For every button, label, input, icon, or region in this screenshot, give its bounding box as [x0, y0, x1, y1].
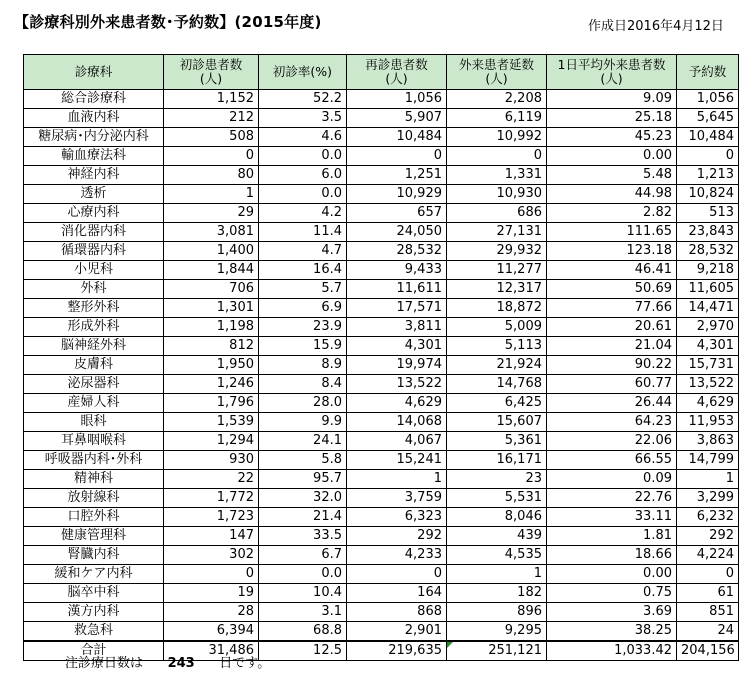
cell-revisit: 14,068	[347, 413, 447, 432]
cell-total-visits: 14,768	[447, 375, 547, 394]
table-row	[24, 527, 739, 546]
header-total	[447, 55, 547, 90]
cell-first-visit: 1	[164, 185, 259, 204]
cell-daily-avg: 20.61	[547, 318, 677, 337]
cell-daily-avg: 0.75	[547, 584, 677, 603]
cell-dept: 糖尿病･内分泌内科	[24, 128, 164, 147]
table-row	[24, 565, 739, 584]
cell-reserve: 5,645	[677, 109, 739, 128]
cell-reserve: 4,301	[677, 337, 739, 356]
table-row	[24, 185, 739, 204]
cell-revisit: 4,301	[347, 337, 447, 356]
cell-revisit: 164	[347, 584, 447, 603]
cell-first-rate: 0.0	[259, 147, 347, 166]
table-row	[24, 166, 739, 185]
cell-total-visits: 4,535	[447, 546, 547, 565]
cell-dept: 外科	[24, 280, 164, 299]
cell-total-visits: 23	[447, 470, 547, 489]
cell-first-rate: 4.6	[259, 128, 347, 147]
cell-first-visit: 1,950	[164, 356, 259, 375]
cell-first-visit: 1,796	[164, 394, 259, 413]
cell-dept: 脳卒中科	[24, 584, 164, 603]
footnote-suffix: 日です。	[219, 656, 271, 671]
cell-reserve: 0	[677, 147, 739, 166]
table-row	[24, 508, 739, 527]
cell-revisit: 4,629	[347, 394, 447, 413]
cell-first-rate: 6.7	[259, 546, 347, 565]
cell-reserve: 292	[677, 527, 739, 546]
cell-revisit: 4,233	[347, 546, 447, 565]
cell-total-visits: 0	[447, 147, 547, 166]
cell-revisit: 9,433	[347, 261, 447, 280]
cell-first-rate: 32.0	[259, 489, 347, 508]
cell-reserve: 851	[677, 603, 739, 622]
cell-reserve: 2,970	[677, 318, 739, 337]
report-title: 【診療科別外来患者数･予約数】(2015年度)	[14, 13, 322, 31]
cell-total-visits: 1,331	[447, 166, 547, 185]
cell-revisit: 15,241	[347, 451, 447, 470]
cell-total-visits: 6,425	[447, 394, 547, 413]
cell-revisit: 1	[347, 470, 447, 489]
cell-revisit: 13,522	[347, 375, 447, 394]
table-row	[24, 356, 739, 375]
cell-first-rate: 52.2	[259, 90, 347, 109]
cell-dept: 呼吸器内科･外科	[24, 451, 164, 470]
table-row	[24, 622, 739, 642]
cell-dept: 脳神経外科	[24, 337, 164, 356]
cell-revisit: 0	[347, 565, 447, 584]
total-revisit: 219,635	[347, 641, 447, 661]
cell-first-visit: 0	[164, 147, 259, 166]
cell-reserve: 11,953	[677, 413, 739, 432]
cell-daily-avg: 38.25	[547, 622, 677, 642]
cell-revisit: 292	[347, 527, 447, 546]
cell-first-visit: 28	[164, 603, 259, 622]
cell-total-visits: 12,317	[447, 280, 547, 299]
cell-daily-avg: 1.81	[547, 527, 677, 546]
cell-first-visit: 1,723	[164, 508, 259, 527]
cell-revisit: 11,611	[347, 280, 447, 299]
cell-revisit: 868	[347, 603, 447, 622]
cell-first-visit: 22	[164, 470, 259, 489]
total-daily: 1,033.42	[547, 641, 677, 661]
table-row	[24, 584, 739, 603]
header-dept: 診療科	[24, 55, 164, 90]
cell-revisit: 1,056	[347, 90, 447, 109]
cell-first-rate: 8.9	[259, 356, 347, 375]
cell-daily-avg: 5.48	[547, 166, 677, 185]
cell-daily-avg: 0.09	[547, 470, 677, 489]
cell-total-visits: 6,119	[447, 109, 547, 128]
cell-total-visits: 182	[447, 584, 547, 603]
cell-daily-avg: 77.66	[547, 299, 677, 318]
cell-reserve: 15,731	[677, 356, 739, 375]
cell-revisit: 3,811	[347, 318, 447, 337]
cell-first-visit: 1,152	[164, 90, 259, 109]
cell-first-visit: 29	[164, 204, 259, 223]
cell-first-rate: 28.0	[259, 394, 347, 413]
cell-reserve: 513	[677, 204, 739, 223]
cell-first-rate: 5.8	[259, 451, 347, 470]
cell-first-visit: 812	[164, 337, 259, 356]
cell-total-visits: 439	[447, 527, 547, 546]
cell-reserve: 4,224	[677, 546, 739, 565]
cell-total-visits: 11,277	[447, 261, 547, 280]
cell-daily-avg: 90.22	[547, 356, 677, 375]
cell-first-visit: 1,294	[164, 432, 259, 451]
footnote	[65, 652, 270, 671]
cell-first-rate: 0.0	[259, 185, 347, 204]
cell-daily-avg: 50.69	[547, 280, 677, 299]
cell-reserve: 24	[677, 622, 739, 642]
cell-daily-avg: 0.00	[547, 565, 677, 584]
cell-first-visit: 1,400	[164, 242, 259, 261]
cell-first-visit: 212	[164, 109, 259, 128]
table-row	[24, 223, 739, 242]
table-row	[24, 147, 739, 166]
table-row	[24, 413, 739, 432]
cell-first-rate: 16.4	[259, 261, 347, 280]
cell-first-rate: 6.9	[259, 299, 347, 318]
cell-revisit: 10,929	[347, 185, 447, 204]
cell-first-rate: 15.9	[259, 337, 347, 356]
cell-total-visits: 5,113	[447, 337, 547, 356]
cell-daily-avg: 9.09	[547, 90, 677, 109]
table-row	[24, 603, 739, 622]
cell-total-visits: 5,009	[447, 318, 547, 337]
cell-total-visits: 9,295	[447, 622, 547, 642]
cell-first-rate: 3.1	[259, 603, 347, 622]
cell-revisit: 4,067	[347, 432, 447, 451]
cell-daily-avg: 66.55	[547, 451, 677, 470]
cell-dept: 整形外科	[24, 299, 164, 318]
table-row	[24, 242, 739, 261]
cell-reserve: 1	[677, 470, 739, 489]
cell-revisit: 10,484	[347, 128, 447, 147]
header-first-rate: 初診率(%)	[259, 55, 347, 90]
cell-first-visit: 3,081	[164, 223, 259, 242]
cell-first-visit: 1,301	[164, 299, 259, 318]
cell-first-visit: 1,539	[164, 413, 259, 432]
cell-revisit: 28,532	[347, 242, 447, 261]
header-revisit-unit: (人)	[385, 71, 408, 86]
cell-reserve: 3,299	[677, 489, 739, 508]
cell-daily-avg: 25.18	[547, 109, 677, 128]
cell-first-visit: 302	[164, 546, 259, 565]
cell-dept: 泌尿器科	[24, 375, 164, 394]
cell-first-visit: 147	[164, 527, 259, 546]
header-first-visit-unit: (人)	[199, 71, 223, 86]
cell-revisit: 17,571	[347, 299, 447, 318]
cell-dept: 消化器内科	[24, 223, 164, 242]
total-label: 合計	[24, 641, 164, 661]
footnote-days: 243	[167, 656, 195, 671]
cell-first-visit: 0	[164, 565, 259, 584]
cell-first-rate: 6.0	[259, 166, 347, 185]
cell-dept: 皮膚科	[24, 356, 164, 375]
table-row	[24, 299, 739, 318]
cell-daily-avg: 123.18	[547, 242, 677, 261]
cell-first-visit: 1,246	[164, 375, 259, 394]
header-daily-label: 1日平均外来患者数	[557, 57, 666, 72]
cell-revisit: 1,251	[347, 166, 447, 185]
header-reserve: 予約数	[677, 55, 739, 90]
cell-first-rate: 21.4	[259, 508, 347, 527]
cell-first-rate: 68.8	[259, 622, 347, 642]
table-row	[24, 489, 739, 508]
cell-dept: 小児科	[24, 261, 164, 280]
header-revisit	[347, 55, 447, 90]
header-daily-unit: (人)	[600, 71, 623, 86]
cell-revisit: 5,907	[347, 109, 447, 128]
cell-dept: 緩和ケア内科	[24, 565, 164, 584]
cell-total-visits: 896	[447, 603, 547, 622]
cell-first-visit: 508	[164, 128, 259, 147]
cell-daily-avg: 33.11	[547, 508, 677, 527]
cell-first-rate: 95.7	[259, 470, 347, 489]
created-date: 作成日2016年4月12日	[588, 19, 724, 34]
cell-first-rate: 9.9	[259, 413, 347, 432]
cell-dept: 精神科	[24, 470, 164, 489]
header-first-visit	[164, 55, 259, 90]
cell-dept: 漢方内科	[24, 603, 164, 622]
cell-total-visits: 1	[447, 565, 547, 584]
cell-dept: 形成外科	[24, 318, 164, 337]
cell-total-visits: 15,607	[447, 413, 547, 432]
cell-revisit: 6,323	[347, 508, 447, 527]
cell-first-visit: 930	[164, 451, 259, 470]
table-row	[24, 470, 739, 489]
cell-total-visits: 686	[447, 204, 547, 223]
cell-reserve: 1,056	[677, 90, 739, 109]
cell-total-visits: 21,924	[447, 356, 547, 375]
cell-dept: 総合診療科	[24, 90, 164, 109]
cell-dept: 産婦人科	[24, 394, 164, 413]
header-total-label: 外来患者延数	[458, 57, 534, 72]
cell-revisit: 24,050	[347, 223, 447, 242]
cell-daily-avg: 60.77	[547, 375, 677, 394]
cell-dept: 耳鼻咽喉科	[24, 432, 164, 451]
cell-first-visit: 706	[164, 280, 259, 299]
cell-first-rate: 10.4	[259, 584, 347, 603]
header-daily	[547, 55, 677, 90]
cell-first-rate: 4.7	[259, 242, 347, 261]
cell-total-visits: 8,046	[447, 508, 547, 527]
cell-reserve: 3,863	[677, 432, 739, 451]
cell-reserve: 14,471	[677, 299, 739, 318]
cell-revisit: 3,759	[347, 489, 447, 508]
table-row	[24, 451, 739, 470]
table-row	[24, 128, 739, 147]
cell-revisit: 2,901	[347, 622, 447, 642]
cell-first-visit: 1,198	[164, 318, 259, 337]
cell-daily-avg: 111.65	[547, 223, 677, 242]
header-revisit-label: 再診患者数	[365, 57, 428, 72]
total-visits	[447, 641, 547, 661]
cell-first-rate: 3.5	[259, 109, 347, 128]
cell-total-visits: 5,361	[447, 432, 547, 451]
cell-dept: 放射線科	[24, 489, 164, 508]
header-first-visit-label: 初診患者数	[179, 57, 243, 72]
table-row	[24, 375, 739, 394]
cell-first-rate: 5.7	[259, 280, 347, 299]
cell-reserve: 9,218	[677, 261, 739, 280]
cell-dept: 心療内科	[24, 204, 164, 223]
cell-daily-avg: 3.69	[547, 603, 677, 622]
table-row	[24, 318, 739, 337]
cell-dept: 循環器内科	[24, 242, 164, 261]
cell-dept: 眼科	[24, 413, 164, 432]
table-row	[24, 337, 739, 356]
table-row	[24, 109, 739, 128]
cell-reserve: 28,532	[677, 242, 739, 261]
header-total-unit: (人)	[485, 71, 508, 86]
header-row	[24, 55, 739, 90]
cell-first-visit: 1,844	[164, 261, 259, 280]
cell-first-rate: 33.5	[259, 527, 347, 546]
table-row	[24, 204, 739, 223]
table-row	[24, 90, 739, 109]
cell-first-rate: 23.9	[259, 318, 347, 337]
cell-daily-avg: 21.04	[547, 337, 677, 356]
cell-marker-icon	[447, 642, 453, 648]
cell-reserve: 61	[677, 584, 739, 603]
cell-reserve: 23,843	[677, 223, 739, 242]
cell-daily-avg: 22.06	[547, 432, 677, 451]
table-body	[24, 90, 739, 642]
cell-daily-avg: 44.98	[547, 185, 677, 204]
cell-dept: 健康管理科	[24, 527, 164, 546]
cell-first-rate: 24.1	[259, 432, 347, 451]
cell-dept: 腎臓内科	[24, 546, 164, 565]
total-reserve: 204,156	[677, 641, 739, 661]
cell-total-visits: 29,932	[447, 242, 547, 261]
cell-reserve: 13,522	[677, 375, 739, 394]
total-first-visit: 31,486	[164, 641, 259, 661]
cell-dept: 神経内科	[24, 166, 164, 185]
cell-revisit: 657	[347, 204, 447, 223]
total-visits-value: 251,121	[488, 643, 542, 658]
cell-dept: 透析	[24, 185, 164, 204]
cell-revisit: 19,974	[347, 356, 447, 375]
cell-daily-avg: 64.23	[547, 413, 677, 432]
cell-first-visit: 6,394	[164, 622, 259, 642]
cell-total-visits: 16,171	[447, 451, 547, 470]
cell-daily-avg: 2.82	[547, 204, 677, 223]
cell-reserve: 0	[677, 565, 739, 584]
cell-reserve: 4,629	[677, 394, 739, 413]
cell-first-visit: 80	[164, 166, 259, 185]
total-first-rate: 12.5	[259, 641, 347, 661]
cell-total-visits: 2,208	[447, 90, 547, 109]
cell-total-visits: 10,930	[447, 185, 547, 204]
cell-total-visits: 5,531	[447, 489, 547, 508]
cell-dept: 口腔外科	[24, 508, 164, 527]
table-row	[24, 280, 739, 299]
cell-first-rate: 8.4	[259, 375, 347, 394]
cell-dept: 血液内科	[24, 109, 164, 128]
table-row	[24, 432, 739, 451]
cell-dept: 救急科	[24, 622, 164, 642]
cell-total-visits: 18,872	[447, 299, 547, 318]
cell-reserve: 10,484	[677, 128, 739, 147]
cell-dept: 輸血療法科	[24, 147, 164, 166]
cell-daily-avg: 22.76	[547, 489, 677, 508]
cell-reserve: 1,213	[677, 166, 739, 185]
outpatient-table	[23, 54, 739, 661]
cell-daily-avg: 45.23	[547, 128, 677, 147]
cell-total-visits: 27,131	[447, 223, 547, 242]
cell-reserve: 14,799	[677, 451, 739, 470]
cell-reserve: 11,605	[677, 280, 739, 299]
cell-first-rate: 11.4	[259, 223, 347, 242]
cell-reserve: 10,824	[677, 185, 739, 204]
cell-first-rate: 4.2	[259, 204, 347, 223]
cell-reserve: 6,232	[677, 508, 739, 527]
cell-total-visits: 10,992	[447, 128, 547, 147]
cell-revisit: 0	[347, 147, 447, 166]
table-row	[24, 261, 739, 280]
cell-first-rate: 0.0	[259, 565, 347, 584]
cell-daily-avg: 46.41	[547, 261, 677, 280]
table-row	[24, 394, 739, 413]
cell-daily-avg: 18.66	[547, 546, 677, 565]
cell-first-visit: 19	[164, 584, 259, 603]
cell-daily-avg: 26.44	[547, 394, 677, 413]
table-row	[24, 546, 739, 565]
cell-daily-avg: 0.00	[547, 147, 677, 166]
footnote-prefix: 注診療日数は	[65, 656, 144, 671]
cell-first-visit: 1,772	[164, 489, 259, 508]
